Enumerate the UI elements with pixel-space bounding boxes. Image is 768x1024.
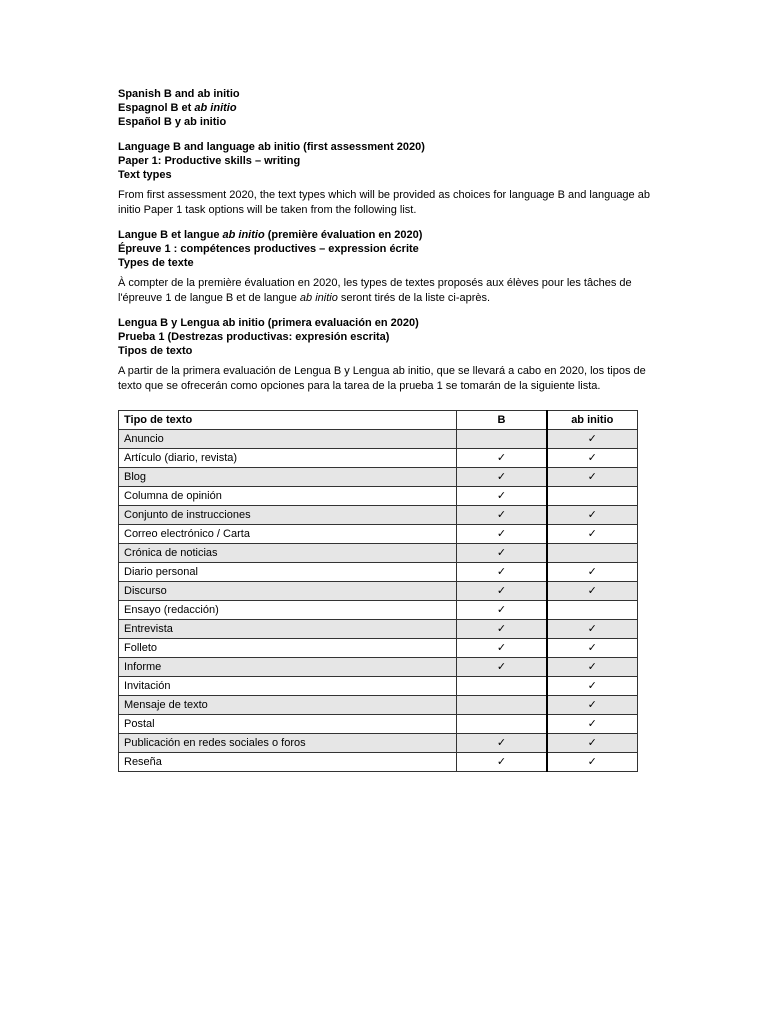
cell-text-type: Reseña bbox=[119, 753, 457, 772]
cell-text-type: Diario personal bbox=[119, 563, 457, 582]
cell-text-type: Informe bbox=[119, 658, 457, 677]
header-tipo-de-texto: Tipo de texto bbox=[119, 411, 457, 430]
table-row bbox=[119, 715, 638, 734]
cell-ab-initio-check: ✓ bbox=[547, 677, 638, 696]
table-row bbox=[119, 753, 638, 772]
section-spanish bbox=[118, 316, 653, 394]
cell-text-type: Postal bbox=[119, 715, 457, 734]
cell-b-check: ✓ bbox=[457, 487, 547, 506]
cell-text-type: Blog bbox=[119, 468, 457, 487]
table-row bbox=[119, 620, 638, 639]
header-ab-initio: ab initio bbox=[547, 411, 638, 430]
french-heading-1 bbox=[118, 228, 653, 242]
cell-ab-initio-check: ✓ bbox=[547, 430, 638, 449]
cell-ab-initio-check bbox=[547, 544, 638, 563]
cell-ab-initio-check: ✓ bbox=[547, 658, 638, 677]
spanish-body: A partir de la primera evaluación de Lengua B y Lengua ab initio, que se llevará a cabo en 2020, los tipos de texto que se ofrecerán como opciones para la tarea de la prueba 1 se tomarán de la siguiente lista. bbox=[118, 365, 646, 392]
cell-text-type: Invitación bbox=[119, 677, 457, 696]
cell-ab-initio-check: ✓ bbox=[547, 506, 638, 525]
title-french-text: Espagnol B et bbox=[118, 102, 195, 114]
table-row bbox=[119, 677, 638, 696]
cell-ab-initio-check: ✓ bbox=[547, 620, 638, 639]
spanish-heading-2: Prueba 1 (Destrezas productivas: expresión escrita) bbox=[118, 331, 390, 343]
cell-text-type: Folleto bbox=[119, 639, 457, 658]
cell-ab-initio-check: ✓ bbox=[547, 449, 638, 468]
cell-b-check: ✓ bbox=[457, 658, 547, 677]
cell-b-check: ✓ bbox=[457, 468, 547, 487]
cell-text-type: Anuncio bbox=[119, 430, 457, 449]
cell-text-type: Mensaje de texto bbox=[119, 696, 457, 715]
table-row bbox=[119, 506, 638, 525]
table-row bbox=[119, 601, 638, 620]
cell-text-type: Ensayo (redacción) bbox=[119, 601, 457, 620]
cell-b-check: ✓ bbox=[457, 544, 547, 563]
cell-ab-initio-check: ✓ bbox=[547, 563, 638, 582]
title-english: Spanish B and ab initio bbox=[118, 88, 240, 100]
cell-b-check bbox=[457, 430, 547, 449]
english-heading-3: Text types bbox=[118, 169, 172, 181]
cell-ab-initio-check: ✓ bbox=[547, 734, 638, 753]
table-row bbox=[119, 658, 638, 677]
cell-b-check: ✓ bbox=[457, 449, 547, 468]
cell-b-check: ✓ bbox=[457, 506, 547, 525]
french-heading-1-suffix: (première évaluation en 2020) bbox=[264, 229, 423, 241]
table-row bbox=[119, 696, 638, 715]
cell-b-check: ✓ bbox=[457, 753, 547, 772]
table-row bbox=[119, 525, 638, 544]
cell-ab-initio-check bbox=[547, 487, 638, 506]
section-french bbox=[118, 228, 653, 306]
cell-text-type: Publicación en redes sociales o foros bbox=[119, 734, 457, 753]
table-row bbox=[119, 563, 638, 582]
cell-text-type: Artículo (diario, revista) bbox=[119, 449, 457, 468]
cell-text-type: Entrevista bbox=[119, 620, 457, 639]
table-row bbox=[119, 449, 638, 468]
document-page bbox=[118, 87, 653, 404]
cell-ab-initio-check: ✓ bbox=[547, 468, 638, 487]
title-french bbox=[118, 101, 653, 115]
french-body-italic: ab initio bbox=[299, 292, 338, 304]
table-body bbox=[119, 430, 638, 772]
cell-b-check: ✓ bbox=[457, 601, 547, 620]
table-row bbox=[119, 639, 638, 658]
table-row bbox=[119, 487, 638, 506]
cell-b-check bbox=[457, 696, 547, 715]
cell-b-check: ✓ bbox=[457, 563, 547, 582]
table-row bbox=[119, 430, 638, 449]
cell-text-type: Conjunto de instrucciones bbox=[119, 506, 457, 525]
french-heading-3: Types de texte bbox=[118, 257, 194, 269]
cell-text-type: Discurso bbox=[119, 582, 457, 601]
title-french-italic: ab initio bbox=[194, 102, 237, 114]
header-b: B bbox=[457, 411, 547, 430]
english-body: From first assessment 2020, the text types which will be provided as choices for language B and language ab initio Paper 1 task options will be taken from the following list. bbox=[118, 189, 650, 216]
cell-ab-initio-check: ✓ bbox=[547, 639, 638, 658]
table-row bbox=[119, 582, 638, 601]
section-english bbox=[118, 140, 653, 218]
table-header-row bbox=[119, 411, 638, 430]
cell-text-type: Columna de opinión bbox=[119, 487, 457, 506]
english-heading-1: Language B and language ab initio (first assessment 2020) bbox=[118, 141, 425, 153]
french-heading-2: Épreuve 1 : compétences productives – expression écrite bbox=[118, 243, 419, 255]
cell-ab-initio-check bbox=[547, 601, 638, 620]
cell-b-check bbox=[457, 677, 547, 696]
english-heading-2: Paper 1: Productive skills – writing bbox=[118, 155, 301, 167]
cell-b-check: ✓ bbox=[457, 582, 547, 601]
french-body bbox=[118, 276, 653, 306]
table-row bbox=[119, 544, 638, 563]
cell-b-check: ✓ bbox=[457, 734, 547, 753]
table-row bbox=[119, 734, 638, 753]
cell-ab-initio-check: ✓ bbox=[547, 525, 638, 544]
table-row bbox=[119, 468, 638, 487]
cell-text-type: Correo electrónico / Carta bbox=[119, 525, 457, 544]
cell-b-check: ✓ bbox=[457, 620, 547, 639]
french-body-prefix: À compter de la première évaluation en 2020, les types de textes proposés aux élèves pour les tâches de l'épreuve 1 de langue B et de langue bbox=[118, 277, 632, 304]
french-heading-1-prefix: Langue B et langue bbox=[118, 229, 223, 241]
spanish-heading-1: Lengua B y Lengua ab initio (primera evaluación en 2020) bbox=[118, 317, 419, 329]
spanish-heading-3: Tipos de texto bbox=[118, 345, 193, 357]
french-heading-1-italic: ab initio bbox=[222, 229, 265, 241]
cell-ab-initio-check: ✓ bbox=[547, 582, 638, 601]
cell-ab-initio-check: ✓ bbox=[547, 715, 638, 734]
french-body-suffix: seront tirés de la liste ci-après. bbox=[337, 292, 491, 304]
document-titles bbox=[118, 87, 653, 129]
cell-ab-initio-check: ✓ bbox=[547, 696, 638, 715]
cell-b-check: ✓ bbox=[457, 639, 547, 658]
title-spanish: Español B y ab initio bbox=[118, 116, 227, 128]
cell-b-check: ✓ bbox=[457, 525, 547, 544]
cell-ab-initio-check: ✓ bbox=[547, 753, 638, 772]
text-types-table bbox=[118, 410, 638, 772]
cell-text-type: Crónica de noticias bbox=[119, 544, 457, 563]
cell-b-check bbox=[457, 715, 547, 734]
